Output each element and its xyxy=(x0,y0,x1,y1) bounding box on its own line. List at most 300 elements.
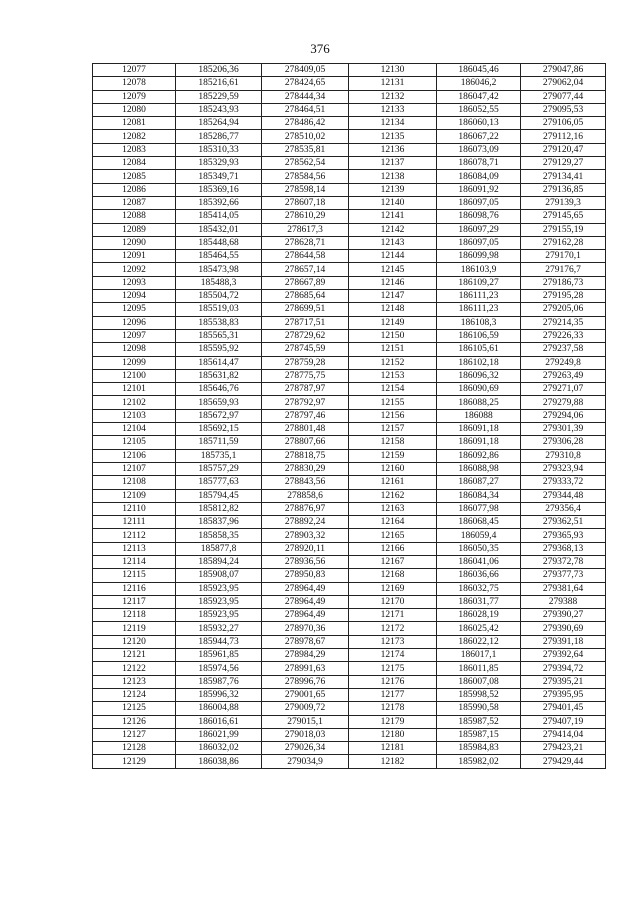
x-coordinate-right-cell: 186106,59 xyxy=(437,329,521,342)
x-coordinate-right-cell: 186091,92 xyxy=(437,183,521,196)
point-number-right-cell: 12163 xyxy=(349,502,437,515)
point-number-left-cell: 12105 xyxy=(93,436,176,449)
point-number-left-cell: 12097 xyxy=(93,329,176,342)
table-row xyxy=(93,609,606,622)
table-row xyxy=(93,343,606,356)
y-coordinate-right-cell: 279365,93 xyxy=(521,529,606,542)
table-row xyxy=(93,303,606,316)
table-row xyxy=(93,210,606,223)
point-number-right-cell: 12160 xyxy=(349,462,437,475)
x-coordinate-right-cell: 186084,34 xyxy=(437,489,521,502)
y-coordinate-left-cell: 278617,3 xyxy=(262,223,349,236)
y-coordinate-right-cell: 279344,48 xyxy=(521,489,606,502)
point-number-left-cell: 12086 xyxy=(93,183,176,196)
y-coordinate-right-cell: 279226,33 xyxy=(521,329,606,342)
point-number-left-cell: 12117 xyxy=(93,595,176,608)
y-coordinate-left-cell: 278464,51 xyxy=(262,103,349,116)
y-coordinate-left-cell: 278685,64 xyxy=(262,290,349,303)
x-coordinate-right-cell: 186046,2 xyxy=(437,77,521,90)
x-coordinate-left-cell: 185987,76 xyxy=(176,675,262,688)
y-coordinate-left-cell: 278858,6 xyxy=(262,489,349,502)
x-coordinate-right-cell: 186088 xyxy=(437,409,521,422)
table-row xyxy=(93,143,606,156)
table-row xyxy=(93,356,606,369)
y-coordinate-right-cell: 279129,27 xyxy=(521,157,606,170)
y-coordinate-left-cell: 278598,14 xyxy=(262,183,349,196)
y-coordinate-right-cell: 279390,69 xyxy=(521,622,606,635)
y-coordinate-left-cell: 278486,42 xyxy=(262,117,349,130)
table-row xyxy=(93,263,606,276)
x-coordinate-left-cell: 185837,96 xyxy=(176,516,262,529)
point-number-right-cell: 12168 xyxy=(349,569,437,582)
x-coordinate-left-cell: 185794,45 xyxy=(176,489,262,502)
point-number-right-cell: 12139 xyxy=(349,183,437,196)
x-coordinate-right-cell: 185987,52 xyxy=(437,715,521,728)
y-coordinate-left-cell: 278628,71 xyxy=(262,236,349,249)
y-coordinate-right-cell: 279077,44 xyxy=(521,90,606,103)
table-row xyxy=(93,436,606,449)
table-row xyxy=(93,595,606,608)
x-coordinate-right-cell: 186091,18 xyxy=(437,423,521,436)
x-coordinate-right-cell: 186017,1 xyxy=(437,649,521,662)
y-coordinate-left-cell: 278964,49 xyxy=(262,609,349,622)
point-number-left-cell: 12124 xyxy=(93,688,176,701)
y-coordinate-right-cell: 279249,8 xyxy=(521,356,606,369)
y-coordinate-left-cell: 278978,67 xyxy=(262,635,349,648)
y-coordinate-right-cell: 279136,85 xyxy=(521,183,606,196)
x-coordinate-right-cell: 186059,4 xyxy=(437,529,521,542)
point-number-left-cell: 12119 xyxy=(93,622,176,635)
point-number-right-cell: 12166 xyxy=(349,542,437,555)
point-number-right-cell: 12140 xyxy=(349,196,437,209)
point-number-right-cell: 12155 xyxy=(349,396,437,409)
x-coordinate-left-cell: 185996,32 xyxy=(176,688,262,701)
point-number-right-cell: 12157 xyxy=(349,423,437,436)
point-number-right-cell: 12167 xyxy=(349,555,437,568)
point-number-left-cell: 12121 xyxy=(93,649,176,662)
table-row xyxy=(93,755,606,768)
point-number-right-cell: 12153 xyxy=(349,369,437,382)
y-coordinate-right-cell: 279095,53 xyxy=(521,103,606,116)
point-number-right-cell: 12136 xyxy=(349,143,437,156)
x-coordinate-left-cell: 185858,35 xyxy=(176,529,262,542)
point-number-right-cell: 12182 xyxy=(349,755,437,768)
table-row xyxy=(93,369,606,382)
table-row xyxy=(93,290,606,303)
x-coordinate-left-cell: 186021,99 xyxy=(176,728,262,741)
point-number-right-cell: 12138 xyxy=(349,170,437,183)
x-coordinate-right-cell: 186109,27 xyxy=(437,276,521,289)
point-number-right-cell: 12152 xyxy=(349,356,437,369)
x-coordinate-left-cell: 185614,47 xyxy=(176,356,262,369)
y-coordinate-left-cell: 278562,54 xyxy=(262,157,349,170)
y-coordinate-right-cell: 279139,3 xyxy=(521,196,606,209)
table-row xyxy=(93,489,606,502)
y-coordinate-left-cell: 278607,18 xyxy=(262,196,349,209)
x-coordinate-right-cell: 186060,13 xyxy=(437,117,521,130)
point-number-left-cell: 12123 xyxy=(93,675,176,688)
x-coordinate-left-cell: 185286,77 xyxy=(176,130,262,143)
table-row xyxy=(93,77,606,90)
table-body xyxy=(93,64,606,769)
y-coordinate-left-cell: 278964,49 xyxy=(262,595,349,608)
x-coordinate-right-cell: 186105,61 xyxy=(437,343,521,356)
y-coordinate-right-cell: 279362,51 xyxy=(521,516,606,529)
point-number-left-cell: 12093 xyxy=(93,276,176,289)
point-number-right-cell: 12135 xyxy=(349,130,437,143)
point-number-left-cell: 12098 xyxy=(93,343,176,356)
point-number-left-cell: 12078 xyxy=(93,77,176,90)
point-number-right-cell: 12176 xyxy=(349,675,437,688)
y-coordinate-right-cell: 279306,28 xyxy=(521,436,606,449)
y-coordinate-right-cell: 279394,72 xyxy=(521,662,606,675)
y-coordinate-left-cell: 278991,63 xyxy=(262,662,349,675)
point-number-right-cell: 12159 xyxy=(349,449,437,462)
point-number-right-cell: 12132 xyxy=(349,90,437,103)
point-number-left-cell: 12080 xyxy=(93,103,176,116)
point-number-left-cell: 12082 xyxy=(93,130,176,143)
point-number-left-cell: 12099 xyxy=(93,356,176,369)
x-coordinate-left-cell: 185595,92 xyxy=(176,343,262,356)
y-coordinate-left-cell: 278699,51 xyxy=(262,303,349,316)
x-coordinate-left-cell: 185504,72 xyxy=(176,290,262,303)
point-number-left-cell: 12116 xyxy=(93,582,176,595)
table-row xyxy=(93,103,606,116)
y-coordinate-right-cell: 279047,86 xyxy=(521,64,606,77)
y-coordinate-left-cell: 278936,56 xyxy=(262,555,349,568)
y-coordinate-left-cell: 278409,05 xyxy=(262,64,349,77)
y-coordinate-left-cell: 278843,56 xyxy=(262,476,349,489)
x-coordinate-right-cell: 186088,98 xyxy=(437,462,521,475)
point-number-right-cell: 12151 xyxy=(349,343,437,356)
x-coordinate-left-cell: 185944,73 xyxy=(176,635,262,648)
x-coordinate-left-cell: 186016,61 xyxy=(176,715,262,728)
point-number-left-cell: 12100 xyxy=(93,369,176,382)
table-row xyxy=(93,635,606,648)
x-coordinate-right-cell: 186108,3 xyxy=(437,316,521,329)
y-coordinate-left-cell: 278876,97 xyxy=(262,502,349,515)
x-coordinate-right-cell: 186084,09 xyxy=(437,170,521,183)
point-number-right-cell: 12147 xyxy=(349,290,437,303)
table-row xyxy=(93,649,606,662)
table-row xyxy=(93,555,606,568)
point-number-left-cell: 12090 xyxy=(93,236,176,249)
point-number-left-cell: 12084 xyxy=(93,157,176,170)
y-coordinate-left-cell: 278970,36 xyxy=(262,622,349,635)
x-coordinate-right-cell: 186028,19 xyxy=(437,609,521,622)
point-number-left-cell: 12128 xyxy=(93,742,176,755)
x-coordinate-right-cell: 186045,46 xyxy=(437,64,521,77)
y-coordinate-right-cell: 279155,19 xyxy=(521,223,606,236)
x-coordinate-left-cell: 185961,85 xyxy=(176,649,262,662)
point-number-right-cell: 12150 xyxy=(349,329,437,342)
point-number-left-cell: 12111 xyxy=(93,516,176,529)
y-coordinate-left-cell: 278657,14 xyxy=(262,263,349,276)
y-coordinate-left-cell: 278424,65 xyxy=(262,77,349,90)
y-coordinate-right-cell: 279407,19 xyxy=(521,715,606,728)
y-coordinate-left-cell: 278729,62 xyxy=(262,329,349,342)
point-number-right-cell: 12165 xyxy=(349,529,437,542)
point-number-right-cell: 12148 xyxy=(349,303,437,316)
point-number-left-cell: 12110 xyxy=(93,502,176,515)
table-row xyxy=(93,742,606,755)
y-coordinate-left-cell: 278892,24 xyxy=(262,516,349,529)
table-row xyxy=(93,64,606,77)
point-number-right-cell: 12174 xyxy=(349,649,437,662)
table-row xyxy=(93,196,606,209)
x-coordinate-left-cell: 185229,59 xyxy=(176,90,262,103)
y-coordinate-right-cell: 279401,45 xyxy=(521,702,606,715)
y-coordinate-left-cell: 279018,03 xyxy=(262,728,349,741)
x-coordinate-right-cell: 186047,42 xyxy=(437,90,521,103)
table-row xyxy=(93,423,606,436)
x-coordinate-left-cell: 185264,94 xyxy=(176,117,262,130)
point-number-left-cell: 12125 xyxy=(93,702,176,715)
x-coordinate-right-cell: 186077,98 xyxy=(437,502,521,515)
x-coordinate-left-cell: 185538,83 xyxy=(176,316,262,329)
x-coordinate-right-cell: 186096,32 xyxy=(437,369,521,382)
x-coordinate-left-cell: 185908,07 xyxy=(176,569,262,582)
point-number-right-cell: 12162 xyxy=(349,489,437,502)
table-row xyxy=(93,329,606,342)
x-coordinate-left-cell: 185923,95 xyxy=(176,609,262,622)
y-coordinate-right-cell: 279323,94 xyxy=(521,462,606,475)
table-row xyxy=(93,462,606,475)
y-coordinate-right-cell: 279294,06 xyxy=(521,409,606,422)
y-coordinate-right-cell: 279429,44 xyxy=(521,755,606,768)
x-coordinate-right-cell: 186022,12 xyxy=(437,635,521,648)
table-row xyxy=(93,529,606,542)
table-row xyxy=(93,622,606,635)
point-number-left-cell: 12087 xyxy=(93,196,176,209)
y-coordinate-right-cell: 279390,27 xyxy=(521,609,606,622)
x-coordinate-left-cell: 185392,66 xyxy=(176,196,262,209)
x-coordinate-left-cell: 185659,93 xyxy=(176,396,262,409)
table-row xyxy=(93,582,606,595)
point-number-right-cell: 12169 xyxy=(349,582,437,595)
x-coordinate-left-cell: 185646,76 xyxy=(176,383,262,396)
x-coordinate-right-cell: 186098,76 xyxy=(437,210,521,223)
point-number-right-cell: 12145 xyxy=(349,263,437,276)
x-coordinate-left-cell: 185812,82 xyxy=(176,502,262,515)
x-coordinate-right-cell: 186111,23 xyxy=(437,290,521,303)
table-row xyxy=(93,250,606,263)
point-number-left-cell: 12079 xyxy=(93,90,176,103)
point-number-left-cell: 12115 xyxy=(93,569,176,582)
table-row xyxy=(93,516,606,529)
y-coordinate-left-cell: 279001,65 xyxy=(262,688,349,701)
x-coordinate-left-cell: 185206,36 xyxy=(176,64,262,77)
y-coordinate-left-cell: 278996,76 xyxy=(262,675,349,688)
x-coordinate-right-cell: 186103,9 xyxy=(437,263,521,276)
x-coordinate-right-cell: 185984,83 xyxy=(437,742,521,755)
y-coordinate-right-cell: 279176,7 xyxy=(521,263,606,276)
point-number-right-cell: 12154 xyxy=(349,383,437,396)
point-number-right-cell: 12131 xyxy=(349,77,437,90)
y-coordinate-left-cell: 278830,29 xyxy=(262,462,349,475)
x-coordinate-left-cell: 186032,02 xyxy=(176,742,262,755)
y-coordinate-left-cell: 278787,97 xyxy=(262,383,349,396)
x-coordinate-right-cell: 186041,06 xyxy=(437,555,521,568)
x-coordinate-left-cell: 185877,8 xyxy=(176,542,262,555)
table-row xyxy=(93,236,606,249)
x-coordinate-right-cell: 186036,66 xyxy=(437,569,521,582)
y-coordinate-left-cell: 278801,48 xyxy=(262,423,349,436)
table-row xyxy=(93,662,606,675)
y-coordinate-right-cell: 279388 xyxy=(521,595,606,608)
point-number-left-cell: 12112 xyxy=(93,529,176,542)
x-coordinate-right-cell: 186097,05 xyxy=(437,236,521,249)
y-coordinate-right-cell: 279134,41 xyxy=(521,170,606,183)
x-coordinate-left-cell: 185349,71 xyxy=(176,170,262,183)
point-number-right-cell: 12172 xyxy=(349,622,437,635)
point-number-right-cell: 12175 xyxy=(349,662,437,675)
x-coordinate-right-cell: 186007,08 xyxy=(437,675,521,688)
table-row xyxy=(93,90,606,103)
x-coordinate-left-cell: 185932,27 xyxy=(176,622,262,635)
y-coordinate-left-cell: 279026,34 xyxy=(262,742,349,755)
point-number-right-cell: 12137 xyxy=(349,157,437,170)
y-coordinate-right-cell: 279310,8 xyxy=(521,449,606,462)
y-coordinate-right-cell: 279333,72 xyxy=(521,476,606,489)
y-coordinate-right-cell: 279392,64 xyxy=(521,649,606,662)
x-coordinate-right-cell: 186050,35 xyxy=(437,542,521,555)
x-coordinate-left-cell: 185631,82 xyxy=(176,369,262,382)
y-coordinate-right-cell: 279214,35 xyxy=(521,316,606,329)
x-coordinate-right-cell: 186091,18 xyxy=(437,436,521,449)
x-coordinate-left-cell: 185711,59 xyxy=(176,436,262,449)
point-number-left-cell: 12113 xyxy=(93,542,176,555)
y-coordinate-right-cell: 279395,21 xyxy=(521,675,606,688)
point-number-right-cell: 12179 xyxy=(349,715,437,728)
x-coordinate-right-cell: 186078,71 xyxy=(437,157,521,170)
y-coordinate-left-cell: 279034,9 xyxy=(262,755,349,768)
y-coordinate-left-cell: 278775,75 xyxy=(262,369,349,382)
x-coordinate-right-cell: 186097,05 xyxy=(437,196,521,209)
y-coordinate-right-cell: 279237,58 xyxy=(521,343,606,356)
y-coordinate-right-cell: 279162,28 xyxy=(521,236,606,249)
y-coordinate-right-cell: 279120,47 xyxy=(521,143,606,156)
point-number-left-cell: 12107 xyxy=(93,462,176,475)
y-coordinate-right-cell: 279372,78 xyxy=(521,555,606,568)
point-number-right-cell: 12177 xyxy=(349,688,437,701)
point-number-right-cell: 12143 xyxy=(349,236,437,249)
page-number: 376 xyxy=(310,41,330,56)
point-number-right-cell: 12171 xyxy=(349,609,437,622)
point-number-left-cell: 12085 xyxy=(93,170,176,183)
point-number-right-cell: 12180 xyxy=(349,728,437,741)
y-coordinate-right-cell: 279279,88 xyxy=(521,396,606,409)
x-coordinate-left-cell: 186038,86 xyxy=(176,755,262,768)
x-coordinate-right-cell: 186067,22 xyxy=(437,130,521,143)
y-coordinate-left-cell: 278759,28 xyxy=(262,356,349,369)
point-number-right-cell: 12170 xyxy=(349,595,437,608)
point-number-left-cell: 12083 xyxy=(93,143,176,156)
y-coordinate-left-cell: 278807,66 xyxy=(262,436,349,449)
y-coordinate-right-cell: 279205,06 xyxy=(521,303,606,316)
x-coordinate-left-cell: 185414,05 xyxy=(176,210,262,223)
x-coordinate-right-cell: 186092,86 xyxy=(437,449,521,462)
y-coordinate-left-cell: 278584,56 xyxy=(262,170,349,183)
table-row xyxy=(93,542,606,555)
point-number-left-cell: 12120 xyxy=(93,635,176,648)
x-coordinate-left-cell: 185432,01 xyxy=(176,223,262,236)
y-coordinate-left-cell: 278950,83 xyxy=(262,569,349,582)
y-coordinate-right-cell: 279170,1 xyxy=(521,250,606,263)
y-coordinate-left-cell: 278964,49 xyxy=(262,582,349,595)
point-number-left-cell: 12101 xyxy=(93,383,176,396)
point-number-left-cell: 12103 xyxy=(93,409,176,422)
table-row xyxy=(93,396,606,409)
x-coordinate-right-cell: 186032,75 xyxy=(437,582,521,595)
y-coordinate-left-cell: 278797,46 xyxy=(262,409,349,422)
point-number-right-cell: 12161 xyxy=(349,476,437,489)
y-coordinate-left-cell: 279015,1 xyxy=(262,715,349,728)
x-coordinate-right-cell: 186090,69 xyxy=(437,383,521,396)
x-coordinate-left-cell: 185672,97 xyxy=(176,409,262,422)
table-row xyxy=(93,157,606,170)
x-coordinate-right-cell: 186031,77 xyxy=(437,595,521,608)
y-coordinate-right-cell: 279263,49 xyxy=(521,369,606,382)
point-number-left-cell: 12095 xyxy=(93,303,176,316)
point-number-left-cell: 12102 xyxy=(93,396,176,409)
point-number-right-cell: 12181 xyxy=(349,742,437,755)
y-coordinate-right-cell: 279186,73 xyxy=(521,276,606,289)
point-number-right-cell: 12141 xyxy=(349,210,437,223)
y-coordinate-right-cell: 279414,04 xyxy=(521,728,606,741)
point-number-left-cell: 12104 xyxy=(93,423,176,436)
x-coordinate-left-cell: 185473,98 xyxy=(176,263,262,276)
point-number-left-cell: 12077 xyxy=(93,64,176,77)
y-coordinate-left-cell: 278792,97 xyxy=(262,396,349,409)
table-row xyxy=(93,276,606,289)
table-row xyxy=(93,569,606,582)
y-coordinate-left-cell: 278535,81 xyxy=(262,143,349,156)
y-coordinate-left-cell: 279009,72 xyxy=(262,702,349,715)
table-row xyxy=(93,409,606,422)
point-number-left-cell: 12096 xyxy=(93,316,176,329)
x-coordinate-right-cell: 185998,52 xyxy=(437,688,521,701)
table-row xyxy=(93,675,606,688)
x-coordinate-left-cell: 185735,1 xyxy=(176,449,262,462)
y-coordinate-right-cell: 279381,64 xyxy=(521,582,606,595)
x-coordinate-right-cell: 186073,09 xyxy=(437,143,521,156)
x-coordinate-left-cell: 185448,68 xyxy=(176,236,262,249)
table-row xyxy=(93,183,606,196)
point-number-right-cell: 12146 xyxy=(349,276,437,289)
y-coordinate-right-cell: 279301,39 xyxy=(521,423,606,436)
x-coordinate-right-cell: 186052,55 xyxy=(437,103,521,116)
point-number-right-cell: 12130 xyxy=(349,64,437,77)
table-row xyxy=(93,728,606,741)
point-number-left-cell: 12114 xyxy=(93,555,176,568)
y-coordinate-right-cell: 279062,04 xyxy=(521,77,606,90)
y-coordinate-left-cell: 278644,58 xyxy=(262,250,349,263)
y-coordinate-right-cell: 279368,13 xyxy=(521,542,606,555)
y-coordinate-right-cell: 279271,07 xyxy=(521,383,606,396)
table-row xyxy=(93,702,606,715)
point-number-right-cell: 12156 xyxy=(349,409,437,422)
point-number-right-cell: 12134 xyxy=(349,117,437,130)
point-number-left-cell: 12129 xyxy=(93,755,176,768)
y-coordinate-right-cell: 279377,73 xyxy=(521,569,606,582)
point-number-left-cell: 12122 xyxy=(93,662,176,675)
table-row xyxy=(93,223,606,236)
table-row xyxy=(93,170,606,183)
x-coordinate-right-cell: 186011,85 xyxy=(437,662,521,675)
point-number-left-cell: 12092 xyxy=(93,263,176,276)
table-row xyxy=(93,130,606,143)
